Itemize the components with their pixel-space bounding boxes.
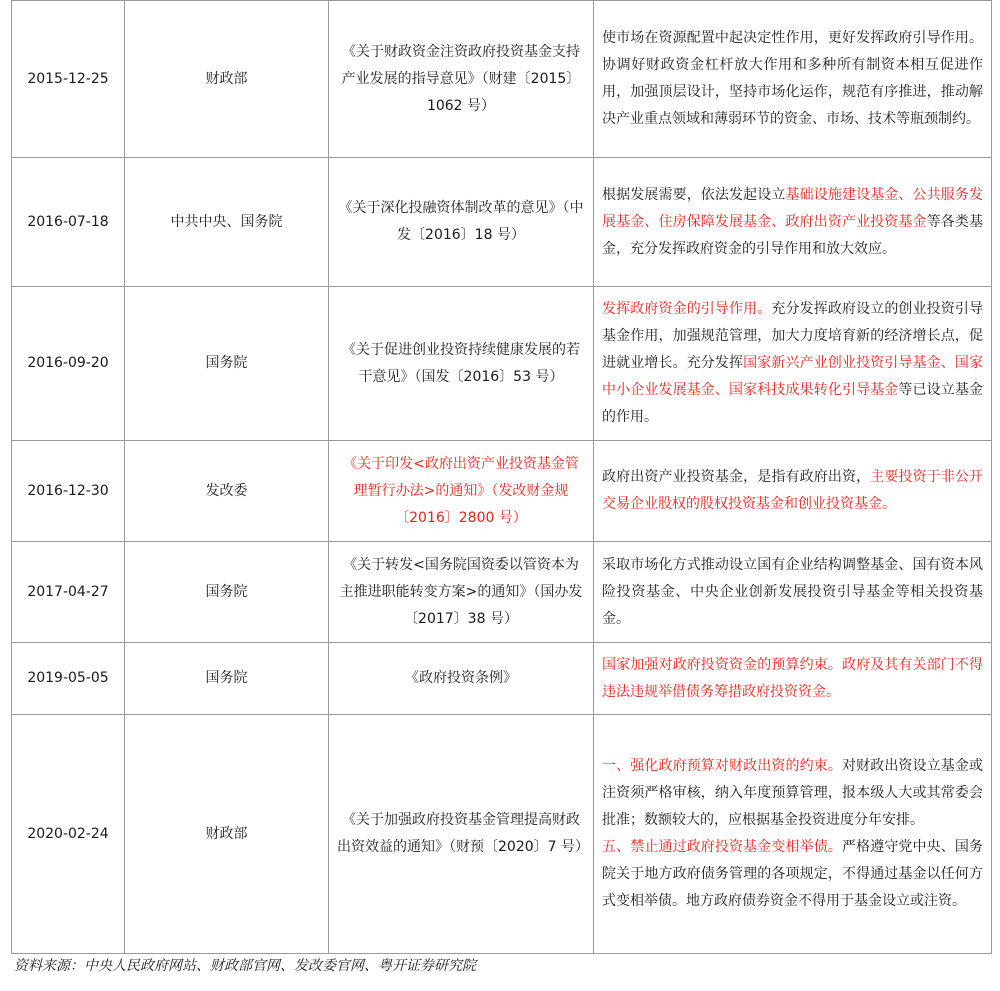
highlighted-text: 基础设施建设基金、公共服务发展基金、住房保障发展基金、政府出资产业投资基金	[602, 186, 983, 230]
description-cell	[594, 1, 992, 158]
description-cell	[594, 542, 992, 643]
highlighted-text: 主要投资于非公开交易企业股权的股权投资基金和创业投资基金。	[602, 469, 984, 512]
text-segment: 充分发挥政府设立的创业投资引导基金作用，加强规范管理，加大力度培育新的经济增长点，促进就业增长。充分发挥	[602, 301, 984, 371]
table-row	[12, 158, 992, 287]
date-cell: 2016-12-30	[12, 441, 125, 542]
table-row	[12, 1, 992, 158]
department-cell: 国务院	[125, 643, 329, 715]
text-segment: 等已设立基金的作用。	[602, 382, 983, 425]
highlighted-text: 国家加强对政府投资资金的预算约束。政府及其有关部门不得违法违规举借债务筹措政府投资资金。	[602, 656, 983, 700]
text-segment: 《政府投资条例》	[405, 670, 517, 686]
highlighted-text: 五、禁止通过政府投资基金变相举债。	[602, 839, 842, 855]
highlighted-text: 国家新兴产业创业投资引导基金、国家中小企业发展基金、国家科技成果转化引导基金	[602, 355, 984, 398]
document-cell	[329, 441, 594, 542]
description-cell	[594, 643, 992, 715]
document-cell	[329, 158, 594, 287]
table-row	[12, 441, 992, 542]
text-segment: 政府出资产业投资基金，是指有政府出资，	[602, 469, 871, 485]
department-cell: 财政部	[125, 715, 329, 954]
date-cell: 2015-12-25	[12, 1, 125, 158]
date-cell: 2016-09-20	[12, 287, 125, 441]
highlighted-text: 《关于印发<政府出资产业投资基金管理暂行办法>的通知》（发改财金规〔2016〕2800 号）	[343, 455, 579, 526]
date-cell: 2016-07-18	[12, 158, 125, 287]
date-cell: 2017-04-27	[12, 542, 125, 643]
highlighted-text: 发挥政府资金的引导作用。	[602, 301, 772, 317]
text-segment: 《关于财政资金注资政府投资基金支持产业发展的指导意见》（财建〔2015〕1062 号）	[341, 43, 581, 114]
source-note: 资料来源：中央人民政府网站、财政部官网、发改委官网、粤开证券研究院	[14, 958, 476, 974]
text-segment: 使市场在资源配置中起决定性作用，更好发挥政府引导作用。协调好财政资金杠杆放大作用和多种所有制资本相互促进作用，加强顶层设计，坚持市场化运作，规范有序推进，推动解决产业重点领域和薄弱环节的资金、市场、技术等瓶颈制约。	[602, 30, 983, 127]
department-cell: 中共中央、国务院	[125, 158, 329, 287]
department-cell: 财政部	[125, 1, 329, 158]
document-cell	[329, 1, 594, 158]
document-cell	[329, 715, 594, 954]
document-cell	[329, 542, 594, 643]
department-cell: 国务院	[125, 542, 329, 643]
description-cell	[594, 287, 992, 441]
table-row	[12, 287, 992, 441]
date-cell: 2019-05-05	[12, 643, 125, 715]
table-row	[12, 643, 992, 715]
description-cell	[594, 441, 992, 542]
table-row	[12, 715, 992, 954]
text-segment: 《关于加强政府投资基金管理提高财政出资效益的通知》（财预〔2020〕7 号）	[337, 812, 589, 855]
text-segment: 严格遵守党中央、国务院关于地方政府债务管理的各项规定，不得通过基金以任何方式变相举债。地方政府债券资金不得用于基金设立或注资。	[602, 839, 984, 909]
table-row	[12, 542, 992, 643]
department-cell: 发改委	[125, 441, 329, 542]
text-segment: 等各类基金，充分发挥政府资金的引导作用和放大效应。	[602, 213, 984, 257]
text-segment: 《关于促进创业投资持续健康发展的若干意见》（国发〔2016〕53 号）	[342, 341, 580, 385]
policy-table	[11, 0, 992, 954]
date-cell: 2020-02-24	[12, 715, 125, 954]
text-segment: 《关于深化投融资体制改革的意见》（中发〔2016〕18 号）	[338, 200, 584, 243]
text-segment: 对财政出资设立基金或注资须严格审核，纳入年度预算管理，报本级人大或其常委会批准；数额较大的，应根据基金投资进度分年安排。	[602, 758, 984, 828]
department-cell: 国务院	[125, 287, 329, 441]
description-cell	[594, 158, 992, 287]
highlighted-text: 一、强化政府预算对财政出资的约束。	[602, 758, 842, 774]
text-segment: 采取市场化方式推动设立国有企业结构调整基金、国有资本风险投资基金、中央企业创新发展投资引导基金等相关投资基金。	[602, 556, 983, 627]
document-cell	[329, 643, 594, 715]
description-cell	[594, 715, 992, 954]
document-cell	[329, 287, 594, 441]
text-segment: 根据发展需要，依法发起设立	[602, 186, 786, 203]
text-segment: 《关于转发<国务院国资委以管资本为主推进职能转变方案>的通知》（国办发〔2017〕38 号）	[339, 556, 583, 627]
